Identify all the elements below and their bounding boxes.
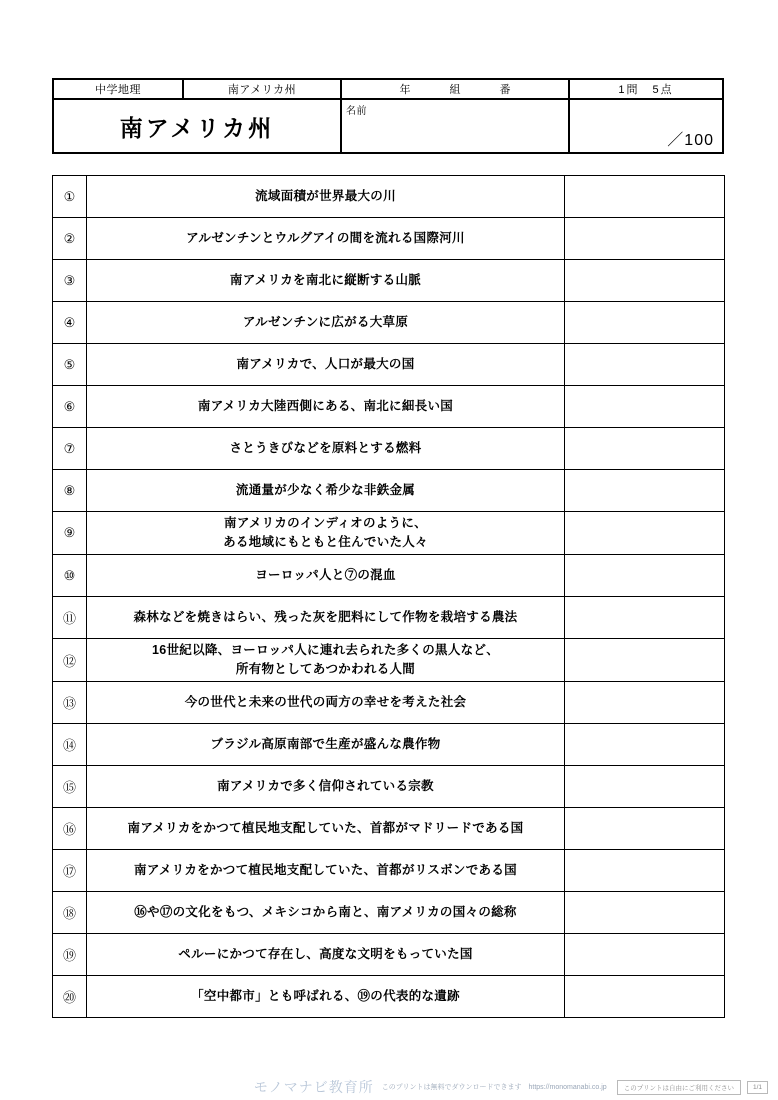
table-row bbox=[53, 512, 725, 555]
row-number: ⑮ bbox=[53, 766, 87, 808]
row-answer[interactable] bbox=[565, 512, 725, 555]
row-answer[interactable] bbox=[565, 808, 725, 850]
row-number: ④ bbox=[53, 302, 87, 344]
row-number: ① bbox=[53, 176, 87, 218]
row-question: 流通量が少なく希少な非鉄金属 bbox=[87, 470, 565, 512]
row-answer[interactable] bbox=[565, 344, 725, 386]
table-row bbox=[53, 176, 725, 218]
row-question: 「空中都市」とも呼ばれる、⑲の代表的な遺跡 bbox=[87, 976, 565, 1018]
row-answer[interactable] bbox=[565, 682, 725, 724]
header-bottom-row bbox=[54, 100, 722, 152]
row-answer[interactable] bbox=[565, 597, 725, 639]
table-row bbox=[53, 850, 725, 892]
row-question: 南アメリカをかつて植民地支配していた、首都がリスボンである国 bbox=[87, 850, 565, 892]
row-number: ⑬ bbox=[53, 682, 87, 724]
row-question: 南アメリカのインディオのように、 ある地域にもともと住んでいた人々 bbox=[87, 512, 565, 555]
table-row bbox=[53, 344, 725, 386]
row-question: ヨーロッパ人と⑦の混血 bbox=[87, 555, 565, 597]
row-number: ⑤ bbox=[53, 344, 87, 386]
row-answer[interactable] bbox=[565, 639, 725, 682]
row-answer[interactable] bbox=[565, 934, 725, 976]
row-question: 16世紀以降、ヨーロッパ人に連れ去られた多くの黒人など、 所有物としてあつかわれる人間 bbox=[87, 639, 565, 682]
row-question: 森林などを焼きはらい、残った灰を肥料にして作物を栽培する農法 bbox=[87, 597, 565, 639]
table-row bbox=[53, 808, 725, 850]
row-number: ⑨ bbox=[53, 512, 87, 555]
row-question: ペルーにかつて存在し、高度な文明をもっていた国 bbox=[87, 934, 565, 976]
score-total: ／100 bbox=[667, 132, 714, 149]
row-number: ⑲ bbox=[53, 934, 87, 976]
row-question: 今の世代と未来の世代の両方の幸せを考えた社会 bbox=[87, 682, 565, 724]
row-question: 流域面積が世界最大の川 bbox=[87, 176, 565, 218]
footer-note: このプリントは無料でダウンロードできます https://monomanabi.co.jp bbox=[381, 1084, 607, 1091]
row-number: ⑱ bbox=[53, 892, 87, 934]
row-answer[interactable] bbox=[565, 302, 725, 344]
row-answer[interactable] bbox=[565, 470, 725, 512]
page-title: 南アメリカ州 bbox=[54, 100, 342, 152]
row-question: アルゼンチンに広がる大草原 bbox=[87, 302, 565, 344]
table-row bbox=[53, 302, 725, 344]
row-number: ⑥ bbox=[53, 386, 87, 428]
header-class-fields: 年 組 番 bbox=[342, 80, 570, 98]
row-number: ⑳ bbox=[53, 976, 87, 1018]
table-row bbox=[53, 428, 725, 470]
row-answer[interactable] bbox=[565, 176, 725, 218]
row-number: ⑯ bbox=[53, 808, 87, 850]
row-number: ⑰ bbox=[53, 850, 87, 892]
name-label: 名前 bbox=[346, 106, 367, 117]
table-row bbox=[53, 724, 725, 766]
brand-logo: モノマナビ教育所 bbox=[253, 1079, 374, 1095]
row-answer[interactable] bbox=[565, 555, 725, 597]
table-row bbox=[53, 597, 725, 639]
table-row bbox=[53, 260, 725, 302]
header-unit: 南アメリカ州 bbox=[184, 80, 342, 98]
row-question: 南アメリカをかつて植民地支配していた、首都がマドリードである国 bbox=[87, 808, 565, 850]
table-row bbox=[53, 639, 725, 682]
header-points-rule: 1問 5点 bbox=[618, 84, 674, 96]
question-table bbox=[52, 175, 725, 1018]
row-answer[interactable] bbox=[565, 218, 725, 260]
row-answer[interactable] bbox=[565, 976, 725, 1018]
footer-license: このプリントは自由にご利用ください bbox=[617, 1080, 741, 1095]
row-number: ⑫ bbox=[53, 639, 87, 682]
table-row bbox=[53, 934, 725, 976]
table-row bbox=[53, 218, 725, 260]
row-answer[interactable] bbox=[565, 724, 725, 766]
row-question: ⑯や⑰の文化をもつ、メキシコから南と、南アメリカの国々の総称 bbox=[87, 892, 565, 934]
row-number: ⑧ bbox=[53, 470, 87, 512]
question-table-body bbox=[53, 176, 725, 1018]
row-answer[interactable] bbox=[565, 892, 725, 934]
row-answer[interactable] bbox=[565, 766, 725, 808]
header-subject: 中学地理 bbox=[54, 80, 184, 98]
row-question: 南アメリカを南北に縦断する山脈 bbox=[87, 260, 565, 302]
table-row bbox=[53, 892, 725, 934]
page-footer bbox=[0, 1074, 778, 1100]
row-question: さとうきびなどを原料とする燃料 bbox=[87, 428, 565, 470]
row-question: ブラジル高原南部で生産が盛んな農作物 bbox=[87, 724, 565, 766]
header-top-row bbox=[54, 80, 722, 100]
name-field[interactable] bbox=[342, 100, 570, 152]
table-row bbox=[53, 682, 725, 724]
table-row bbox=[53, 976, 725, 1018]
row-question: 南アメリカ大陸西側にある、南北に細長い国 bbox=[87, 386, 565, 428]
row-question: アルゼンチンとウルグアイの間を流れる国際河川 bbox=[87, 218, 565, 260]
row-question: 南アメリカで多く信仰されている宗教 bbox=[87, 766, 565, 808]
row-number: ⑦ bbox=[53, 428, 87, 470]
row-number: ⑭ bbox=[53, 724, 87, 766]
footer-page-number: 1/1 bbox=[747, 1081, 768, 1094]
score-field[interactable] bbox=[570, 100, 722, 152]
row-answer[interactable] bbox=[565, 260, 725, 302]
table-row bbox=[53, 555, 725, 597]
row-answer[interactable] bbox=[565, 386, 725, 428]
row-number: ⑩ bbox=[53, 555, 87, 597]
table-row bbox=[53, 470, 725, 512]
row-number: ② bbox=[53, 218, 87, 260]
worksheet-header bbox=[52, 78, 724, 154]
row-answer[interactable] bbox=[565, 428, 725, 470]
row-question: 南アメリカで、人口が最大の国 bbox=[87, 344, 565, 386]
table-row bbox=[53, 766, 725, 808]
row-answer[interactable] bbox=[565, 850, 725, 892]
row-number: ⑪ bbox=[53, 597, 87, 639]
table-row bbox=[53, 386, 725, 428]
row-number: ③ bbox=[53, 260, 87, 302]
